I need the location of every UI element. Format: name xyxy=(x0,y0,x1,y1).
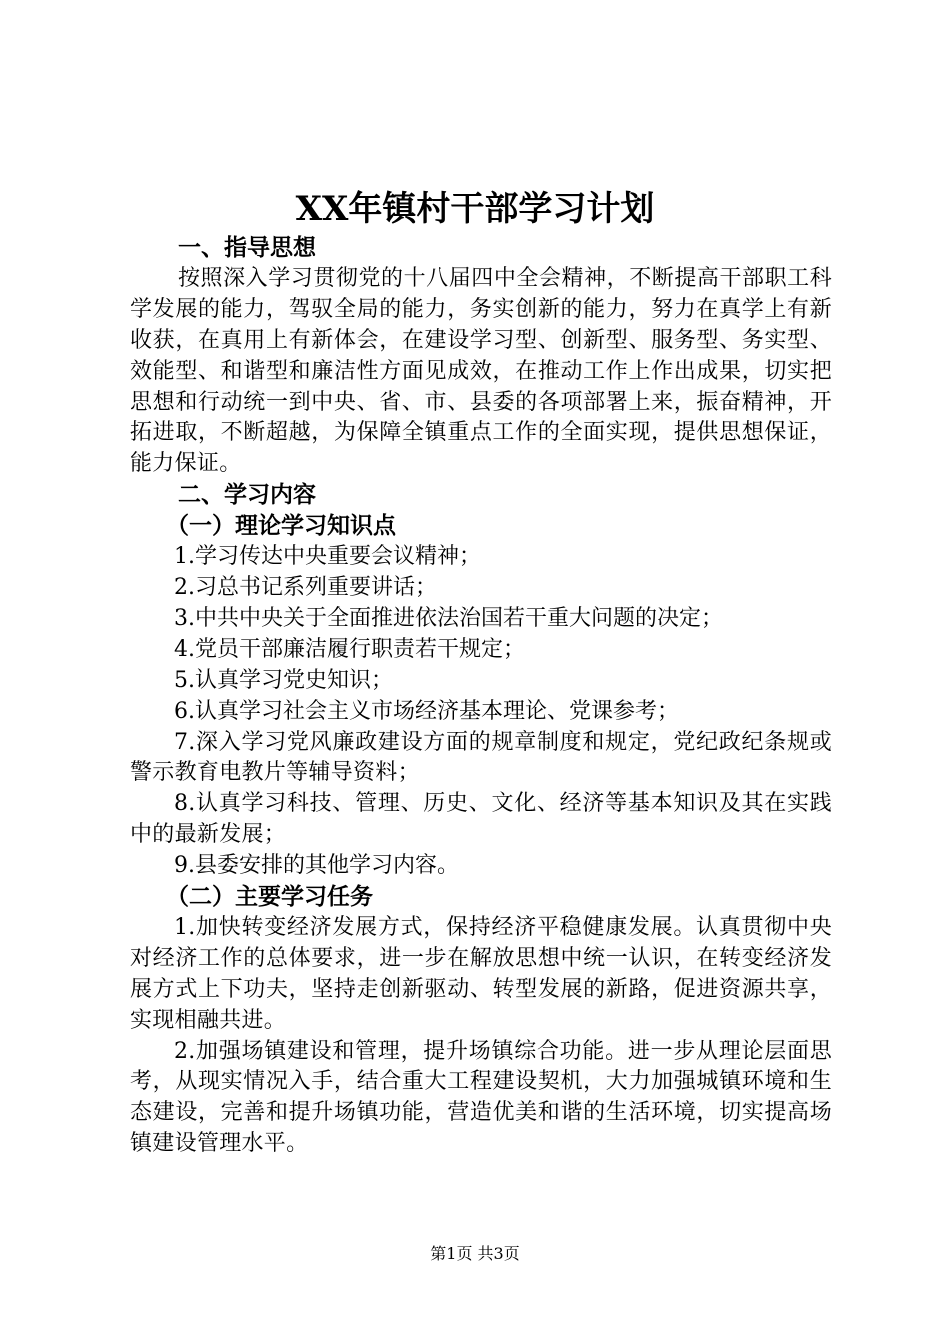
subsection-heading-main-tasks: （二）主要学习任务 xyxy=(166,884,373,911)
list-item: 7.深入学习党风廉政建设方面的规章制度和规定，党纪政纪条规或警示教育电教片等辅导资料； xyxy=(130,729,832,786)
section-heading-study-content: 二、学习内容 xyxy=(178,482,316,509)
page-number-footer: 第1页 共3页 xyxy=(430,1244,520,1263)
document-title: XX年镇村干部学习计划 xyxy=(295,189,655,229)
document-body xyxy=(130,233,832,1160)
list-item: 8.认真学习科技、管理、历史、文化、经济等基本知识及其在实践中的最新发展； xyxy=(130,791,832,848)
subsection-heading-theory-points: （一）理论学习知识点 xyxy=(166,513,396,540)
list-item: 6.认真学习社会主义市场经济基本理论、党课参考； xyxy=(174,698,679,724)
list-item: 5.认真学习党史知识； xyxy=(174,667,393,693)
list-item: 4.党员干部廉洁履行职责若干规定； xyxy=(174,636,525,662)
list-item: 9.县委安排的其他学习内容。 xyxy=(174,853,459,879)
section-heading-guiding-ideology: 一、指导思想 xyxy=(178,235,316,261)
task-paragraph: 2.加强场镇建设和管理，提升场镇综合功能。进一步从理论层面思考，从现实情况入手，结合重大工程建设契机，大力加强城镇环境和生态建设，完善和提升场镇功能，营造优美和谐的生活环境，切实提高场镇建设管理水平。 xyxy=(130,1038,832,1157)
paragraph-guiding-ideology: 按照深入学习贯彻党的十八届四中全会精神，不断提高干部职工科学发展的能力，驾驭全局的能力，务实创新的能力，努力在真学上有新收获，在真用上有新体会，在建设学习型、创新型、服务型、务实型、效能型、和谐型和廉洁性方面见成效，在推动工作上作出成果，切实把思想和行动统一到中央、省、市、县委的各项部署上来，振奋精神，开拓进取，不断超越，为保障全镇重点工作的全面实现，提供思想保证，能力保证。 xyxy=(130,265,832,477)
task-paragraph: 1.加快转变经济发展方式，保持经济平稳健康发展。认真贯彻中央对经济工作的总体要求，进一步在解放思想中统一认识，在转变经济发展方式上下功夫，坚持走创新驱动、转型发展的新路，促进资源共享，实现相融共进。 xyxy=(130,914,832,1033)
list-item: 3.中共中央关于全面推进依法治国若干重大问题的决定； xyxy=(174,605,723,631)
list-item: 2.习总书记系列重要讲话； xyxy=(174,574,437,600)
list-item: 1.学习传达中央重要会议精神； xyxy=(174,544,481,570)
